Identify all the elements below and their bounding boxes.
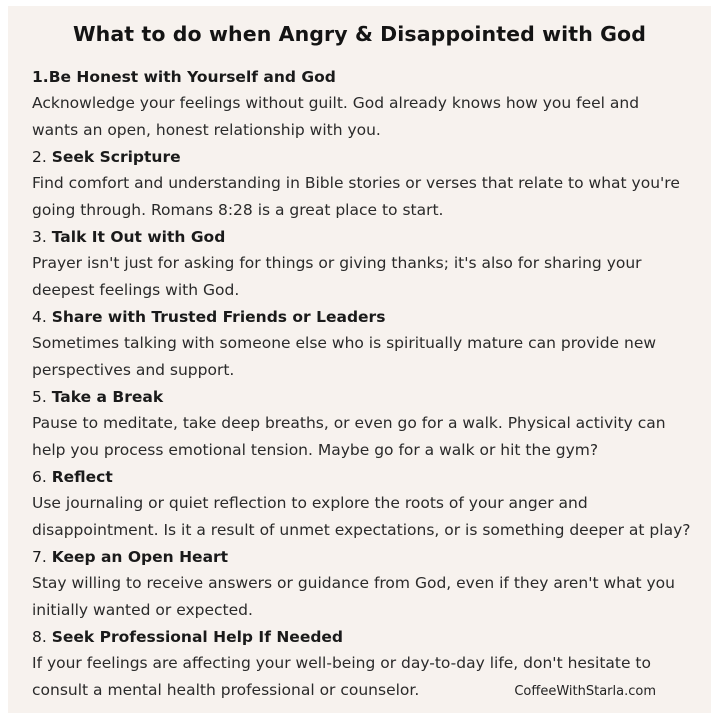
item-number: 4.	[32, 308, 52, 326]
item-title: Seek Scripture	[51, 148, 181, 166]
item-text-line: Sometimes talking with someone else who is spiritually mature can provide new	[32, 334, 657, 352]
item-text-line: Pause to meditate, take deep breaths, or even go for a walk. Physical activity can	[32, 414, 666, 432]
list-item	[32, 144, 712, 224]
page-title: What to do when Angry & Disappointed with God	[72, 22, 647, 46]
item-title: Be Honest with Yourself and God	[48, 68, 336, 86]
list-item	[32, 464, 712, 544]
item-text-line: If your feelings are affecting your well-being or day-to-day life, don't hesitate to	[32, 654, 651, 672]
list-item	[32, 224, 712, 304]
item-heading	[32, 544, 712, 570]
item-text-line: help you process emotional tension. Maybe go for a walk or hit the gym?	[32, 441, 599, 459]
item-text-line: initially wanted or expected.	[32, 601, 253, 619]
list-item	[32, 304, 712, 384]
item-text-line: disappointment. Is it a result of unmet expectations, or is something deeper at play?	[32, 521, 691, 539]
item-heading	[32, 224, 712, 250]
list-item	[32, 64, 712, 144]
item-heading	[32, 64, 712, 90]
item-heading	[32, 304, 712, 330]
item-text-line: wants an open, honest relationship with you.	[32, 121, 381, 139]
item-number: 8.	[32, 628, 52, 646]
infographic-card	[8, 6, 711, 713]
item-text-line: Prayer isn't just for asking for things or giving thanks; it's also for sharing your	[32, 254, 642, 272]
item-text-line: Acknowledge your feelings without guilt. God already knows how you feel and	[32, 94, 640, 112]
website-credit: CoffeeWithStarla.com	[514, 684, 656, 699]
item-title: Reflect	[51, 468, 113, 486]
item-number: 6.	[32, 468, 52, 486]
item-title: Seek Professional Help If Needed	[51, 628, 344, 646]
item-heading	[32, 384, 712, 410]
item-text-line: Stay willing to receive answers or guidance from God, even if they aren't what you	[32, 574, 675, 592]
item-number: 1.	[32, 68, 49, 86]
list-item	[32, 544, 712, 624]
list-item	[32, 384, 712, 464]
item-text-line: going through. Romans 8:28 is a great place to start.	[32, 201, 444, 219]
item-title: Share with Trusted Friends or Leaders	[51, 308, 386, 326]
item-number: 3.	[32, 228, 52, 246]
tips-list	[32, 64, 712, 704]
item-number: 2.	[32, 148, 52, 166]
item-text-line: Use journaling or quiet reflection to explore the roots of your anger and	[32, 494, 588, 512]
item-number: 7.	[32, 548, 52, 566]
item-heading	[32, 144, 712, 170]
item-heading	[32, 624, 712, 650]
item-text-line: deepest feelings with God.	[32, 281, 240, 299]
item-title: Keep an Open Heart	[51, 548, 229, 566]
item-title: Talk It Out with God	[51, 228, 226, 246]
item-text-line: perspectives and support.	[32, 361, 235, 379]
item-text-line: Find comfort and understanding in Bible stories or verses that relate to what you're	[32, 174, 680, 192]
item-text-line: consult a mental health professional or counselor.	[32, 681, 420, 699]
item-heading	[32, 464, 712, 490]
item-title: Take a Break	[51, 388, 164, 406]
item-number: 5.	[32, 388, 52, 406]
